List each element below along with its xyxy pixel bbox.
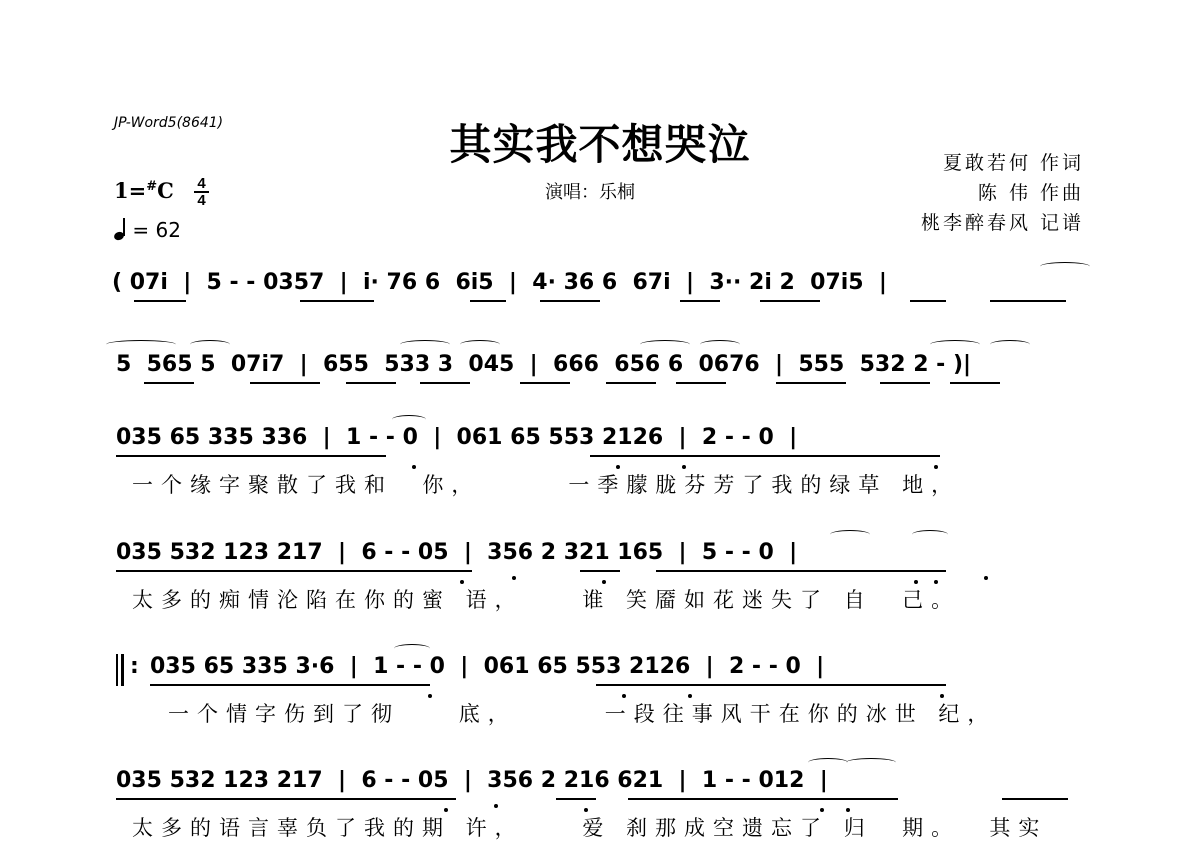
beam xyxy=(134,300,186,302)
slur xyxy=(394,644,430,653)
notation-text: 035 65 335 3·6 | 1 - - 0 | 061 65 553 2126 | 2 - - 0 | xyxy=(150,654,825,679)
slur xyxy=(640,340,690,349)
beam xyxy=(580,570,620,572)
notation-text: ( 07i | 5 - - 0357 | i· 76 6 6i5 | 4· 36 6 67i | 3·· 2i 2 07i5 | xyxy=(112,270,887,295)
beam xyxy=(116,570,472,572)
beam xyxy=(628,798,898,800)
tempo-marking xyxy=(114,218,181,242)
repeat-start-barline xyxy=(116,654,118,686)
score-line-6 xyxy=(0,768,1200,840)
beam xyxy=(880,382,930,384)
score-line-3 xyxy=(0,425,1200,497)
lyrics-line: 太多的痴情沦陷在你的蜜 语， 谁 笑靥如花迷失了 自 己。 xyxy=(132,588,961,612)
beam xyxy=(990,300,1066,302)
beam xyxy=(150,684,430,686)
slur xyxy=(830,530,870,539)
slur xyxy=(190,340,230,349)
beam xyxy=(776,382,846,384)
key-prefix: 1= xyxy=(114,178,147,203)
beam xyxy=(950,382,1000,384)
beam xyxy=(596,684,946,686)
notation-text: 035 65 335 336 | 1 - - 0 | 061 65 553 2126 | 2 - - 0 | xyxy=(116,425,798,450)
low-octave-dot xyxy=(494,804,498,808)
slur xyxy=(1040,262,1090,271)
beam xyxy=(250,382,320,384)
repeat-dots: : xyxy=(130,654,139,679)
score-line-2 xyxy=(0,352,1200,392)
source-label: JP-Word5(8641) xyxy=(114,115,224,131)
slur xyxy=(990,340,1030,349)
beam xyxy=(470,300,506,302)
beam xyxy=(590,455,940,457)
time-numerator: 4 xyxy=(197,175,206,192)
score-line-4 xyxy=(0,540,1200,612)
beam xyxy=(540,300,600,302)
transcriber-credit: 桃李醉春风 记谱 xyxy=(920,212,1084,234)
slur xyxy=(912,530,948,539)
low-octave-dot xyxy=(512,576,516,580)
lyrics-line: 太多的语言辜负了我的期 许， 爱 刹那成空遗忘了 归 期。 其实 xyxy=(132,816,1048,840)
beam xyxy=(910,300,946,302)
beam xyxy=(676,382,726,384)
time-signature xyxy=(194,176,209,208)
time-denominator: 4 xyxy=(197,192,206,209)
slur xyxy=(700,340,740,349)
slur xyxy=(930,340,980,349)
page-title: 其实我不想哭泣 xyxy=(449,120,751,169)
beam xyxy=(116,798,456,800)
score-line-5 xyxy=(0,654,1200,726)
singer-credit: 演唱：乐桐 xyxy=(545,182,635,203)
beam xyxy=(520,382,570,384)
composer-credit: 陈 伟 作曲 xyxy=(977,182,1084,204)
slur xyxy=(808,758,848,767)
notation-text: 5 565 5 07i7 | 655 533 3 045 | 666 656 6 0676 | 555 532 2 - )| xyxy=(116,352,972,377)
beam xyxy=(116,455,386,457)
beam xyxy=(420,382,470,384)
lyrics-line: 一个缘字聚散了我和 你， 一季朦胧芬芳了我的绿草 地， xyxy=(132,473,961,497)
beam xyxy=(656,570,946,572)
beam xyxy=(760,300,820,302)
beam xyxy=(144,382,194,384)
score-line-1 xyxy=(0,270,1200,310)
slur xyxy=(400,340,450,349)
notation-text: 035 532 123 217 | 6 - - 05 | 356 2 321 165 | 5 - - 0 | xyxy=(116,540,798,565)
beam xyxy=(606,382,656,384)
quarter-note-icon xyxy=(114,218,126,240)
key-sharp: # xyxy=(146,179,158,194)
key-signature xyxy=(114,178,174,203)
lyricist-credit: 夏敢若何 作词 xyxy=(942,152,1084,174)
beam xyxy=(680,300,720,302)
beam xyxy=(300,300,374,302)
slur xyxy=(392,415,426,424)
notation-text: 035 532 123 217 | 6 - - 05 | 356 2 216 621 | 1 - - 012 | xyxy=(116,768,828,793)
slur xyxy=(846,758,896,767)
key-letter: C xyxy=(157,178,174,203)
slur xyxy=(460,340,500,349)
tempo-value: = 62 xyxy=(132,218,181,242)
beam xyxy=(556,798,596,800)
slur xyxy=(106,340,176,349)
beam xyxy=(1002,798,1068,800)
low-octave-dot xyxy=(984,576,988,580)
beam xyxy=(346,382,396,384)
lyrics-line: 一个情字伤到了彻 底， 一段往事风干在你的冰世 纪， xyxy=(168,702,997,726)
